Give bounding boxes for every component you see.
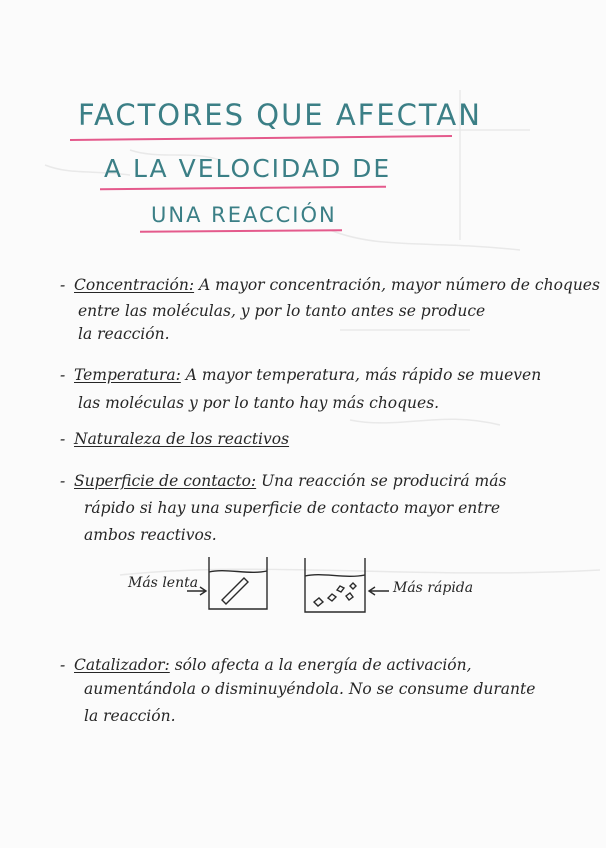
- figure-label-slow: Más lenta: [128, 575, 199, 591]
- item-text-line: aumentándola o disminuyéndola. No se consume durante: [84, 680, 536, 698]
- item-text-line: Una reacción se producirá más: [261, 472, 507, 490]
- item-text-line: entre las moléculas, y por lo tanto antes se produce: [78, 302, 486, 320]
- title-line-2: A LA VELOCIDAD DE: [104, 154, 392, 183]
- item-catalizador: [60, 652, 472, 678]
- bullet-dash: -: [60, 366, 66, 384]
- bullet-dash: -: [60, 656, 66, 674]
- item-text-line: sólo afecta a la energía de activación,: [174, 656, 472, 674]
- item-naturaleza: [60, 426, 289, 452]
- bullet-dash: -: [60, 276, 66, 294]
- item-text-line: A mayor concentración, mayor número de choques: [199, 276, 600, 294]
- figure-label-fast: Más rápida: [393, 580, 474, 596]
- item-concentracion: [60, 272, 600, 298]
- bullet-dash: -: [60, 430, 66, 448]
- item-text-line: rápido si hay una superficie de contacto mayor entre: [84, 499, 501, 517]
- bullet-dash: -: [60, 472, 66, 490]
- item-text-line: la reacción.: [78, 325, 170, 343]
- title-line-3: UNA REACCIÓN: [151, 203, 337, 227]
- item-text-line: la reacción.: [84, 707, 176, 725]
- item-text-line: A mayor temperatura, más rápido se mueven: [185, 366, 542, 384]
- item-text-line: ambos reactivos.: [84, 526, 217, 544]
- item-superficie: [60, 468, 506, 494]
- item-heading: Superficie de contacto:: [74, 472, 257, 490]
- item-heading: Temperatura:: [74, 366, 181, 384]
- item-heading: Naturaleza de los reactivos: [74, 430, 290, 448]
- item-heading: Catalizador:: [74, 656, 170, 674]
- item-heading: Concentración:: [74, 276, 195, 294]
- item-text-line: las moléculas y por lo tanto hay más choques.: [78, 394, 440, 412]
- title-line-1: FACTORES QUE AFECTAN: [78, 98, 482, 132]
- item-temperatura: [60, 362, 541, 388]
